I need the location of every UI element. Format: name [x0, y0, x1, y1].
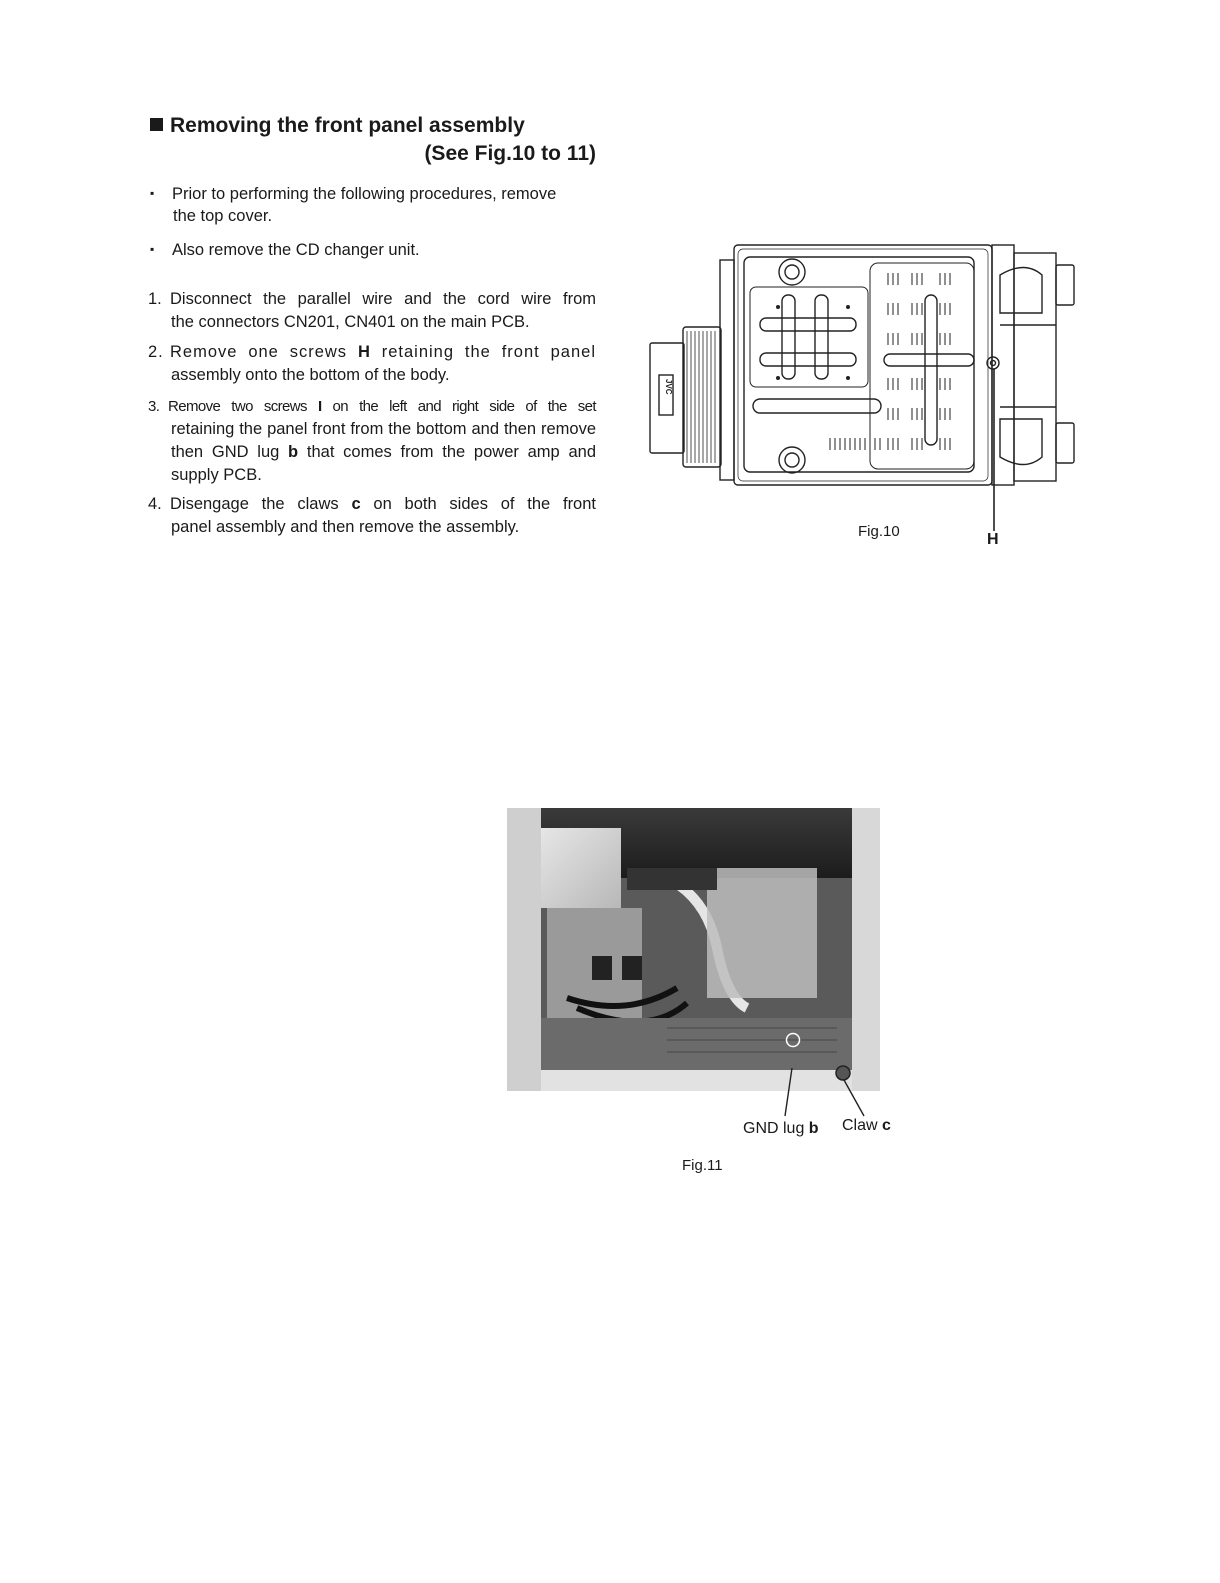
- step-text: on the left and right side of the set: [321, 398, 596, 415]
- step-3: [148, 395, 596, 487]
- step-text-continued: retaining the panel front from the bottom and then remove then GND lug: [171, 420, 596, 461]
- square-bullet-icon: [150, 118, 163, 131]
- claw-label-text: Claw: [842, 1117, 883, 1134]
- step-4: [148, 493, 596, 539]
- step-text: on both sides of the front: [360, 495, 596, 513]
- claw-bottom-icon: [1000, 419, 1042, 465]
- front-panel-edge: [650, 343, 684, 453]
- section-title: Removing the front panel assembly: [170, 114, 525, 137]
- transformer-bracket: [541, 828, 621, 908]
- step-text: Disconnect the parallel wire and the cord wire from: [170, 290, 596, 308]
- gnd-lug-label-text: GND lug: [743, 1120, 809, 1137]
- screw-key-i: I: [317, 398, 322, 415]
- screw-h-icon: [987, 357, 999, 369]
- step-text: Remove two screws: [168, 398, 318, 415]
- left-side-wall: [507, 808, 541, 1091]
- note-item: [150, 238, 596, 261]
- section-heading: [150, 112, 596, 168]
- gnd-lug-key: b: [808, 1120, 819, 1137]
- note-text: Also remove the CD changer unit.: [172, 241, 420, 259]
- step-text: Disengage the claws: [170, 495, 352, 513]
- callout-label-h: H: [987, 531, 999, 548]
- left-ridge: [720, 260, 734, 480]
- callout-line-claw: [844, 1080, 864, 1116]
- step-number: 1.: [148, 290, 162, 308]
- step-text-continued: that comes from the power amp and supply PCB.: [171, 443, 596, 484]
- claw-key: c: [882, 1117, 891, 1134]
- step-2: [148, 341, 596, 387]
- foot-top-icon: [779, 259, 805, 285]
- gnd-lug-label: [743, 1120, 819, 1138]
- step-text-continued: assembly onto the bottom of the body.: [171, 366, 450, 384]
- fig10-caption: Fig.10: [858, 523, 900, 540]
- foot-bottom-icon: [779, 447, 805, 473]
- note-text: Prior to performing the following procedures, remove: [172, 185, 557, 203]
- step-number: 3.: [148, 398, 160, 415]
- step-number: 2.: [148, 343, 164, 361]
- fig10-bottom-view-drawing: [640, 235, 1080, 540]
- step-text-continued: panel assembly and then remove the assembly.: [171, 518, 520, 536]
- step-text-continued: the connectors CN201, CN401 on the main PCB.: [171, 313, 530, 331]
- step-1: [148, 288, 596, 334]
- gnd-key-b: b: [288, 443, 299, 461]
- note-item: [150, 182, 596, 227]
- cross-rib: [760, 295, 856, 379]
- small-square-bullet-icon: ▪: [150, 242, 155, 256]
- step-text: retaining the front panel: [370, 343, 596, 361]
- small-square-bullet-icon: ▪: [150, 186, 155, 200]
- claw-top-icon: [1000, 268, 1042, 314]
- claw-key-c: c: [351, 495, 361, 513]
- step-text: Remove one screws: [170, 343, 358, 361]
- note-text-continued: the top cover.: [173, 207, 273, 225]
- long-slot: [753, 399, 881, 413]
- right-side-wall: [852, 808, 880, 1091]
- front-bezel: [1014, 253, 1056, 481]
- vent-slots: [830, 273, 950, 450]
- step-number: 4.: [148, 495, 162, 513]
- fig11-interior-photo: [507, 808, 880, 1091]
- claw-label: [842, 1117, 891, 1135]
- main-body-outline: [734, 245, 992, 485]
- brand-logo: JVC: [664, 379, 673, 395]
- cd-mechanism: [707, 868, 817, 998]
- callout-line-gnd: [785, 1068, 792, 1116]
- figure-reference: (See Fig.10 to 11): [424, 142, 596, 165]
- fig11-caption: Fig.11: [682, 1157, 723, 1174]
- screw-key-h: H: [357, 343, 371, 361]
